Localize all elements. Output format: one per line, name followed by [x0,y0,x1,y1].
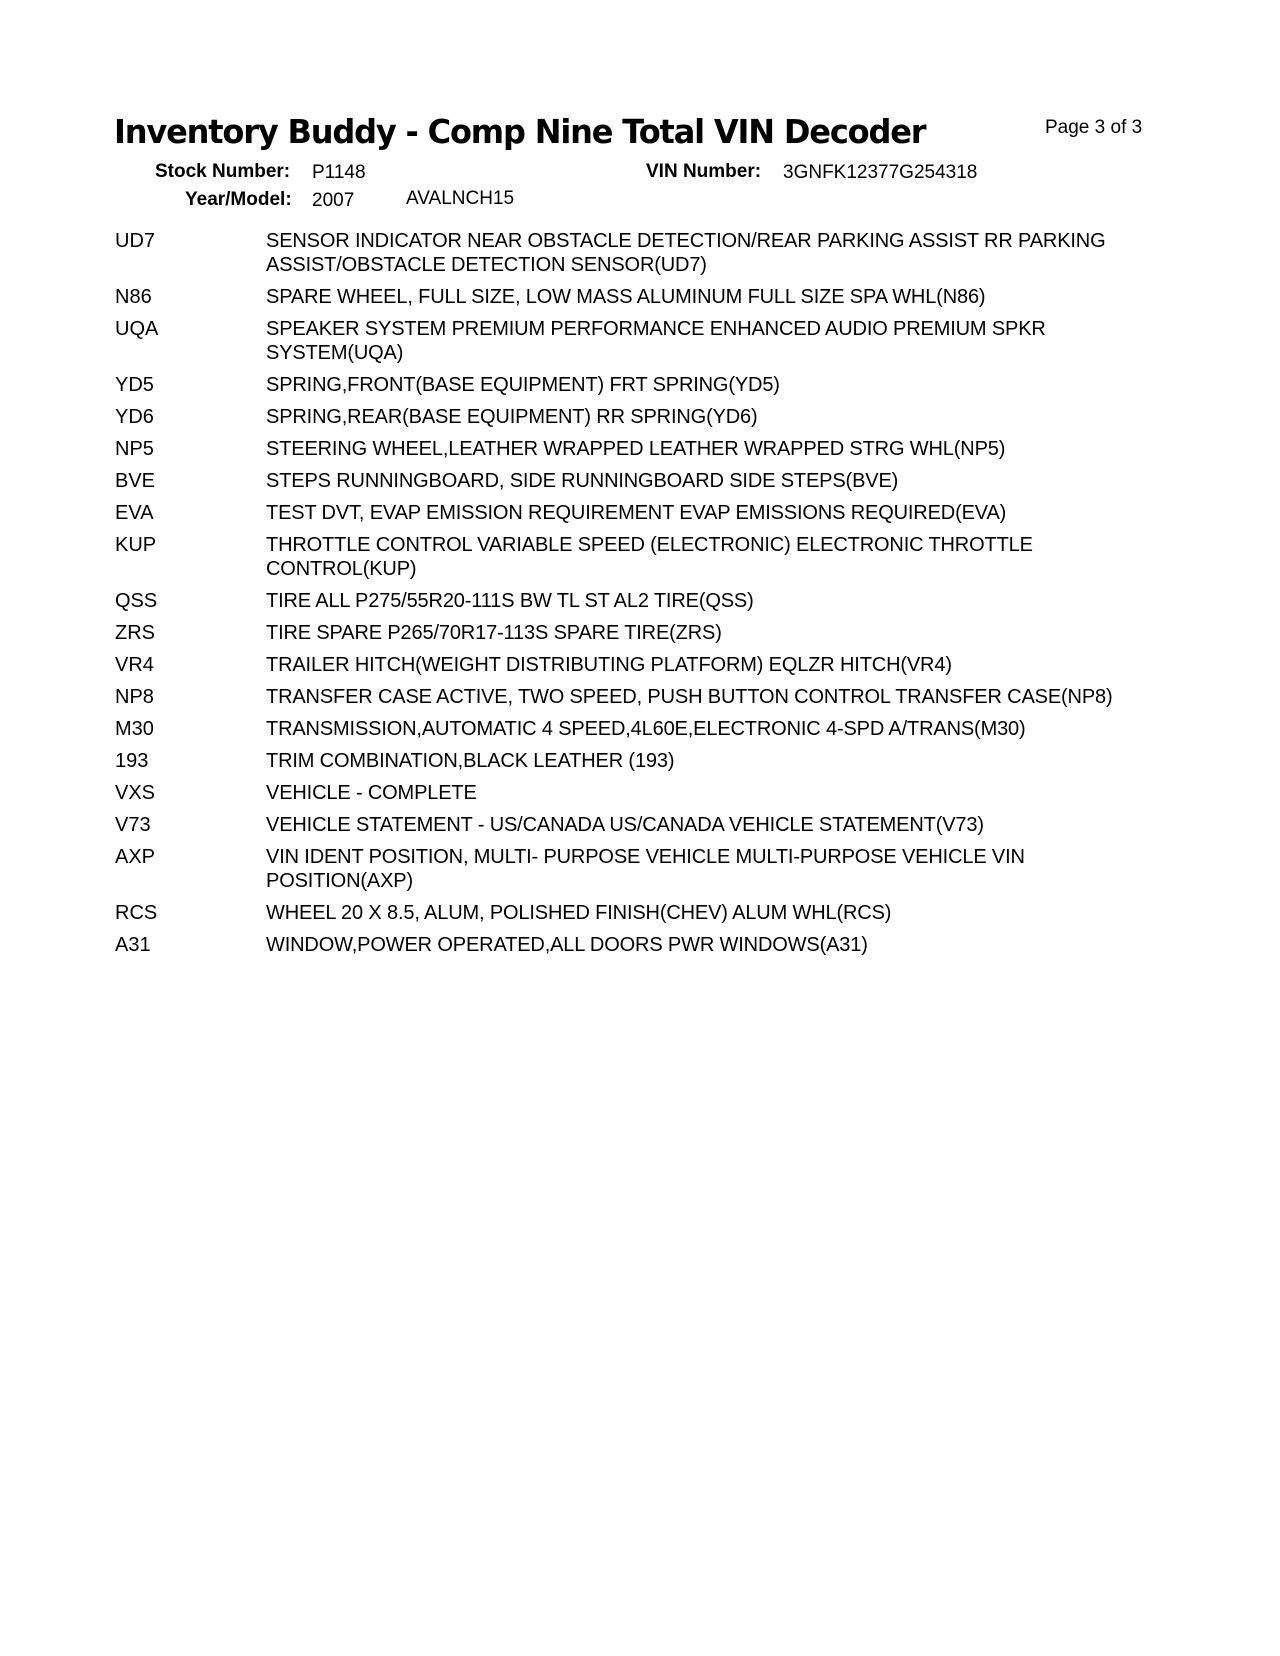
option-row [115,781,1175,805]
option-code: BVE [115,470,156,492]
stock-number-value: P1148 [312,162,366,183]
option-row [115,229,1175,277]
option-code: EVA [115,502,154,524]
stock-number-label: Stock Number: [155,161,291,182]
option-code: NP8 [115,686,154,708]
option-description: THROTTLE CONTROL VARIABLE SPEED (ELECTRONIC) ELECTRONIC THROTTLE CONTROL(KUP) [266,534,1033,580]
option-code: VR4 [115,654,154,676]
option-description: SPARE WHEEL, FULL SIZE, LOW MASS ALUMINUM FULL SIZE SPA WHL(N86) [266,286,986,308]
page-title: Inventory Buddy - Comp Nine Total VIN Decoder [114,112,926,151]
option-description: WHEEL 20 X 8.5, ALUM, POLISHED FINISH(CHEV) ALUM WHL(RCS) [266,902,892,924]
page-number: Page 3 of 3 [1045,117,1143,138]
option-description: TIRE ALL P275/55R20-111S BW TL ST AL2 TIRE(QSS) [266,590,754,612]
option-description: SPRING,FRONT(BASE EQUIPMENT) FRT SPRING(YD5) [266,374,780,396]
option-row [115,845,1175,893]
option-row [115,589,1175,613]
option-row [115,437,1175,461]
option-row [115,373,1175,397]
option-description: TRANSMISSION,AUTOMATIC 4 SPEED,4L60E,ELECTRONIC 4-SPD A/TRANS(M30) [266,718,1026,740]
option-description: VEHICLE - COMPLETE [266,782,477,804]
option-description: VEHICLE STATEMENT - US/CANADA US/CANADA VEHICLE STATEMENT(V73) [266,814,984,836]
option-row [115,469,1175,493]
option-code: N86 [115,286,152,308]
option-description: TIRE SPARE P265/70R17-113S SPARE TIRE(ZRS) [266,622,722,644]
year-value: 2007 [312,190,355,211]
option-row [115,405,1175,429]
option-description: TRIM COMBINATION,BLACK LEATHER (193) [266,750,675,772]
option-code: UQA [115,318,159,340]
option-description: VIN IDENT POSITION, MULTI- PURPOSE VEHICLE MULTI-PURPOSE VEHICLE VIN POSITION(AXP) [266,846,1025,892]
option-code: A31 [115,934,151,956]
option-description: WINDOW,POWER OPERATED,ALL DOORS PWR WINDOWS(A31) [266,934,868,956]
option-row [115,533,1175,581]
option-row [115,901,1175,925]
option-row [115,621,1175,645]
option-list [115,229,1175,965]
option-code: NP5 [115,438,154,460]
option-description: TRANSFER CASE ACTIVE, TWO SPEED, PUSH BUTTON CONTROL TRANSFER CASE(NP8) [266,686,1113,708]
option-row [115,749,1175,773]
option-row [115,285,1175,309]
option-description: SPEAKER SYSTEM PREMIUM PERFORMANCE ENHANCED AUDIO PREMIUM SPKR SYSTEM(UQA) [266,318,1046,364]
option-code: M30 [115,718,154,740]
option-row [115,653,1175,677]
option-code: AXP [115,846,156,868]
option-row [115,501,1175,525]
option-row [115,685,1175,709]
vin-number-value: 3GNFK12377G254318 [783,162,978,183]
option-row [115,317,1175,365]
vin-number-label: VIN Number: [646,161,762,182]
option-code: QSS [115,590,158,612]
option-code: ZRS [115,622,155,644]
option-description: TRAILER HITCH(WEIGHT DISTRIBUTING PLATFORM) EQLZR HITCH(VR4) [266,654,952,676]
option-description: TEST DVT, EVAP EMISSION REQUIREMENT EVAP EMISSIONS REQUIRED(EVA) [266,502,1007,524]
option-code: KUP [115,534,157,556]
year-model-label: Year/Model: [185,189,292,210]
option-code: RCS [115,902,158,924]
option-row [115,813,1175,837]
option-code: YD5 [115,374,154,396]
option-row [115,933,1175,957]
option-description: SENSOR INDICATOR NEAR OBSTACLE DETECTION/REAR PARKING ASSIST RR PARKING ASSIST/OBSTACLE DETECTION SENSOR(UD7) [266,230,1106,276]
option-code: YD6 [115,406,154,428]
option-description: STEPS RUNNINGBOARD, SIDE RUNNINGBOARD SIDE STEPS(BVE) [266,470,899,492]
model-value: AVALNCH15 [406,188,515,209]
option-description: STEERING WHEEL,LEATHER WRAPPED LEATHER WRAPPED STRG WHL(NP5) [266,438,1006,460]
option-code: UD7 [115,230,156,252]
option-code: 193 [115,750,149,772]
option-row [115,717,1175,741]
option-code: VXS [115,782,156,804]
option-code: V73 [115,814,151,836]
option-description: SPRING,REAR(BASE EQUIPMENT) RR SPRING(YD6) [266,406,758,428]
